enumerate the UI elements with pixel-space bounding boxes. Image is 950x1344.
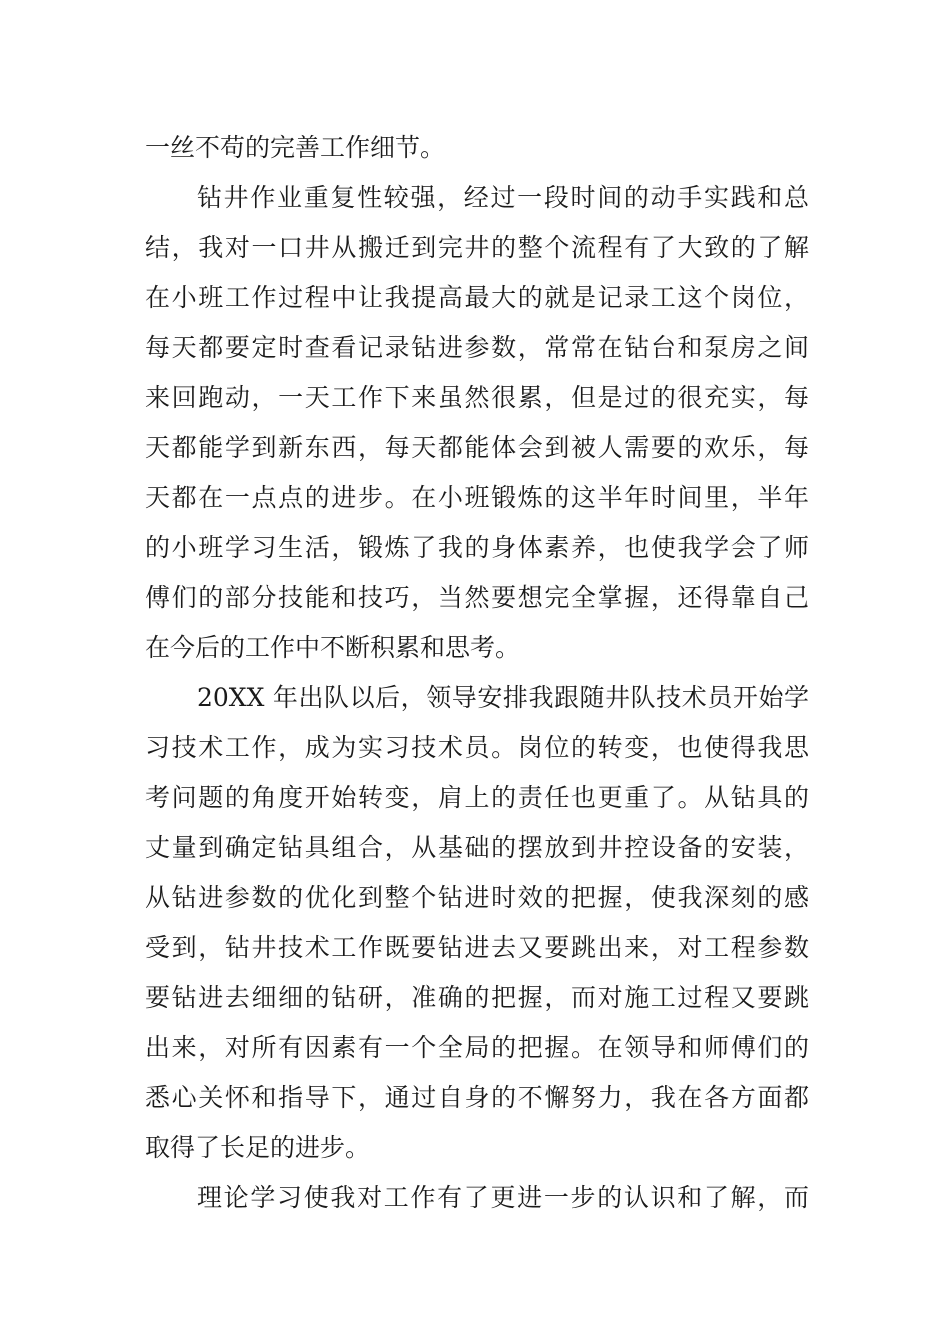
text-line: 受到，钻井技术工作既要钻进去又要跳出来，对工程参数 — [145, 933, 809, 962]
text-line: 理论学习使我对工作有了更进一步的认识和了解，而 — [197, 1183, 809, 1212]
text-line: 一丝不苟的完善工作细节。 — [145, 133, 446, 162]
text-line: 来回跑动，一天工作下来虽然很累，但是过的很充实，每 — [145, 383, 809, 412]
text-line: 傅们的部分技能和技巧，当然要想完全掌握，还得靠自己 — [145, 583, 809, 612]
text-line: 考问题的角度开始转变，肩上的责任也更重了。从钻具的 — [145, 783, 809, 812]
text-line: 悉心关怀和指导下，通过自身的不懈努力，我在各方面都 — [145, 1083, 809, 1112]
text-line: 钻井作业重复性较强，经过一段时间的动手实践和总 — [197, 183, 809, 212]
text-line: 天都能学到新东西，每天都能体会到被人需要的欢乐，每 — [145, 433, 809, 462]
text-line: 天都在一点点的进步。在小班锻炼的这半年时间里，半年 — [145, 483, 809, 512]
text-line: 要钻进去细细的钻研，准确的把握，而对施工过程又要跳 — [145, 983, 809, 1012]
text-line: 每天都要定时查看记录钻进参数，常常在钻台和泵房之间 — [145, 333, 809, 362]
text-line: 从钻进参数的优化到整个钻进时效的把握，使我深刻的感 — [145, 883, 809, 912]
text-line: 习技术工作，成为实习技术员。岗位的转变，也使得我思 — [145, 733, 809, 762]
text-line: 在小班工作过程中让我提高最大的就是记录工这个岗位， — [145, 283, 809, 312]
text-line: 出来，对所有因素有一个全局的把握。在领导和师傅们的 — [145, 1033, 809, 1062]
text-line: 结，我对一口井从搬迁到完井的整个流程有了大致的了解 — [145, 233, 809, 262]
text-line: 在今后的工作中不断积累和思考。 — [145, 633, 521, 662]
text-line: 的小班学习生活，锻炼了我的身体素养，也使我学会了师 — [145, 533, 809, 562]
text-line: 取得了长足的进步。 — [145, 1133, 371, 1162]
text-line: 20XX 年出队以后，领导安排我跟随井队技术员开始学 — [197, 683, 809, 712]
text-line: 丈量到确定钻具组合，从基础的摆放到井控设备的安装， — [145, 833, 809, 862]
